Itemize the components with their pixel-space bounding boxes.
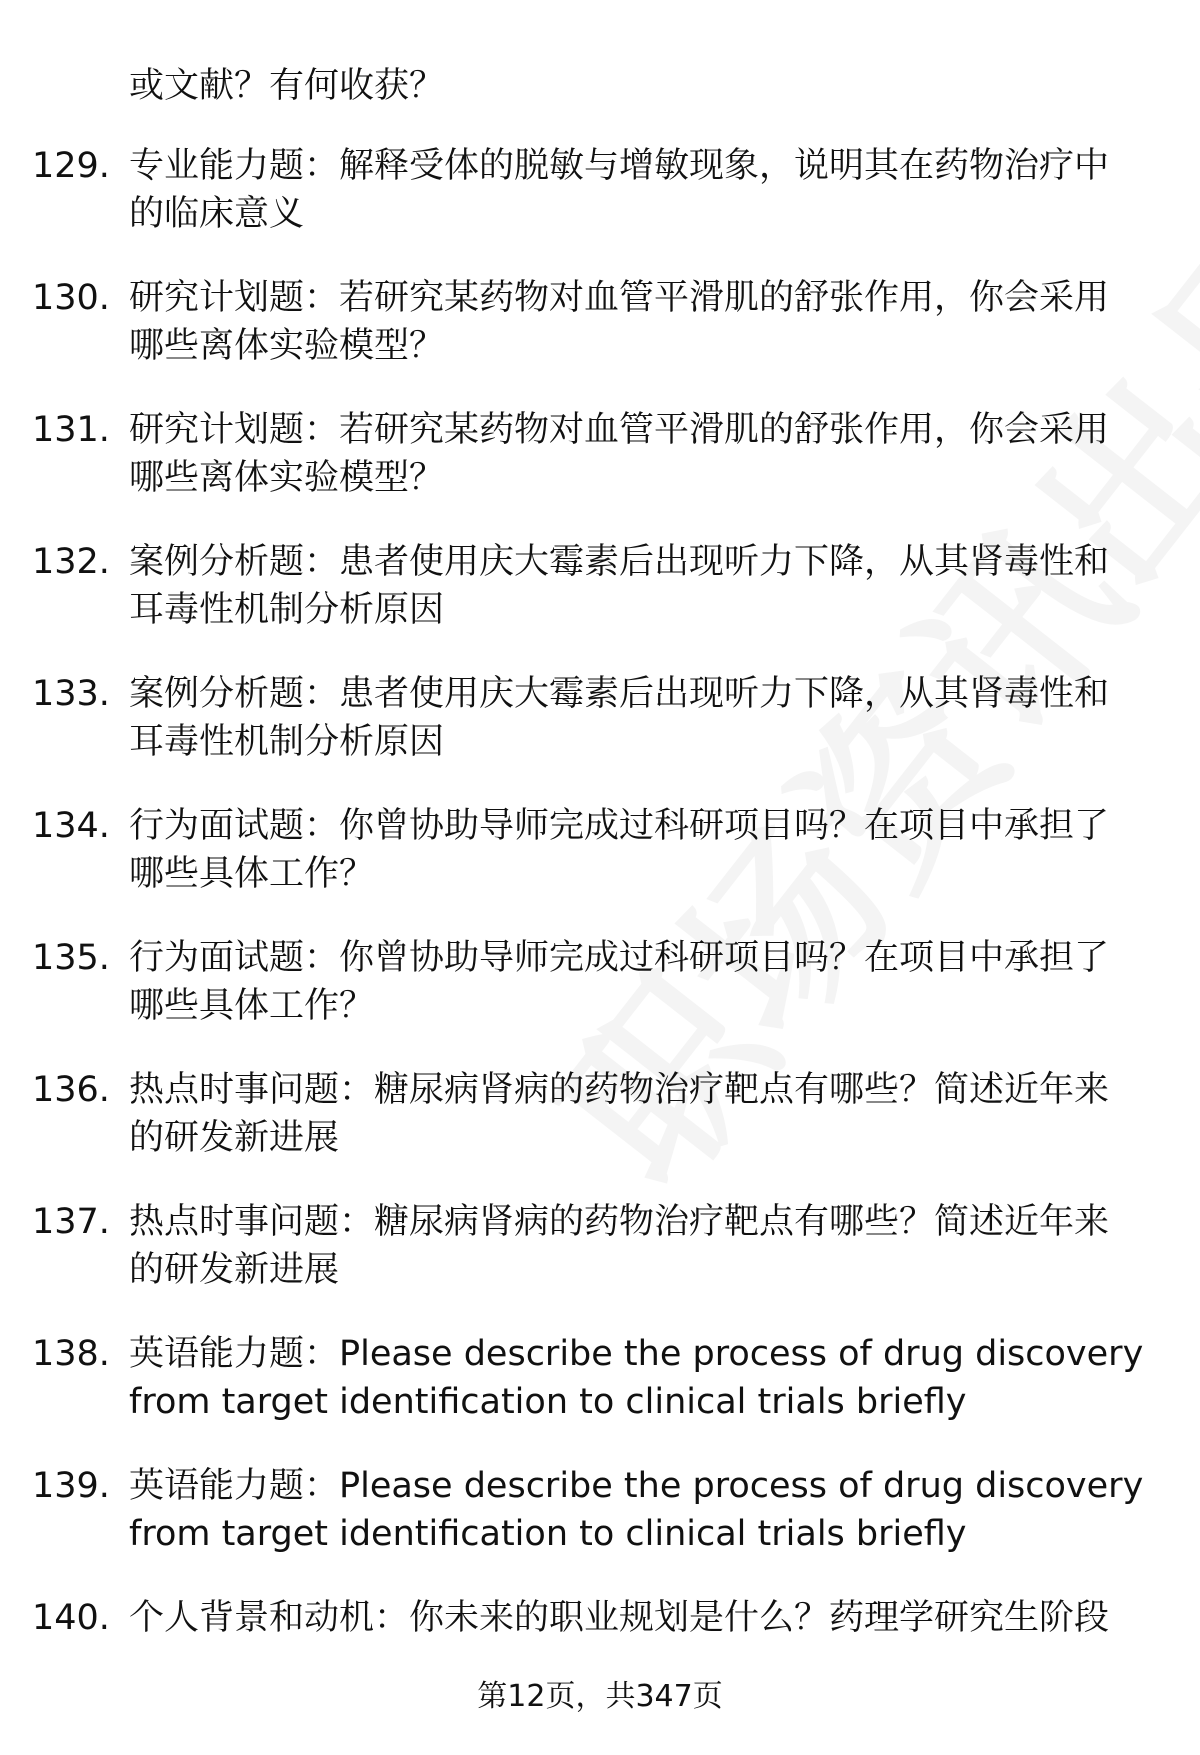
question-text-line: from target identification to clinical trials briefly — [129, 1514, 967, 1554]
question-number: 139. — [32, 1466, 110, 1506]
question-text — [129, 934, 1139, 1030]
continuation-text: 或文献？有何收获？ — [129, 66, 445, 106]
question-text — [129, 406, 1139, 502]
question-text-line: 哪些离体实验模型？ — [129, 326, 445, 366]
question-text-line: 研究计划题：若研究某药物对血管平滑肌的舒张作用，你会采用 — [129, 278, 1110, 318]
question-text-line: 热点时事问题：糖尿病肾病的药物治疗靶点有哪些？简述近年来 — [129, 1202, 1110, 1242]
question-item — [0, 1330, 1200, 1462]
question-text-line: 的临床意义 — [129, 194, 305, 234]
question-item — [0, 670, 1200, 802]
question-text-line: 案例分析题：患者使用庆大霉素后出现听力下降，从其肾毒性和 — [129, 542, 1110, 582]
question-text — [129, 1330, 1144, 1426]
question-text-line: 耳毒性机制分析原因 — [129, 722, 445, 762]
question-number: 133. — [32, 674, 110, 714]
question-text-line: from target identification to clinical trials briefly — [129, 1382, 967, 1422]
question-number: 135. — [32, 938, 110, 978]
question-text-line: 行为面试题：你曾协助导师完成过科研项目吗？在项目中承担了 — [129, 938, 1110, 978]
question-text — [129, 802, 1139, 898]
question-text — [129, 538, 1139, 634]
question-number: 130. — [32, 278, 110, 318]
question-item — [0, 538, 1200, 670]
question-number: 129. — [32, 146, 110, 186]
question-text — [129, 1462, 1144, 1558]
question-number: 136. — [32, 1070, 110, 1110]
question-item — [0, 1462, 1200, 1594]
question-text-line: 的研发新进展 — [129, 1118, 340, 1158]
question-text — [129, 1594, 1139, 1642]
question-text-line: 研究计划题：若研究某药物对血管平滑肌的舒张作用，你会采用 — [129, 410, 1110, 450]
question-text-line: 英语能力题：Please describe the process of drug discovery — [129, 1334, 1144, 1374]
question-number: 138. — [32, 1334, 110, 1374]
question-item — [0, 934, 1200, 1066]
question-text-line: 个人背景和动机：你未来的职业规划是什么？药理学研究生阶段 — [129, 1598, 1110, 1638]
question-text — [129, 670, 1139, 766]
question-text-line: 热点时事问题：糖尿病肾病的药物治疗靶点有哪些？简述近年来 — [129, 1070, 1110, 1110]
question-text-line: 哪些具体工作？ — [129, 986, 375, 1026]
question-item — [0, 1066, 1200, 1198]
question-text-line: 耳毒性机制分析原因 — [129, 590, 445, 630]
question-item — [0, 1198, 1200, 1330]
question-item — [0, 142, 1200, 274]
question-text-line: 行为面试题：你曾协助导师完成过科研项目吗？在项目中承担了 — [129, 806, 1110, 846]
question-text-line: 哪些离体实验模型？ — [129, 458, 445, 498]
question-text-line: 哪些具体工作？ — [129, 854, 375, 894]
question-number: 134. — [32, 806, 110, 846]
page-footer: 第12页，共347页 — [477, 1679, 723, 1714]
question-text — [129, 142, 1139, 238]
question-text-line: 专业能力题：解释受体的脱敏与增敏现象，说明其在药物治疗中 — [129, 146, 1110, 186]
question-text — [129, 274, 1139, 370]
question-text — [129, 1198, 1139, 1294]
question-number: 137. — [32, 1202, 110, 1242]
question-text-line: 英语能力题：Please describe the process of drug discovery — [129, 1466, 1144, 1506]
question-number: 131. — [32, 410, 110, 450]
question-item — [0, 802, 1200, 934]
question-number: 132. — [32, 542, 110, 582]
question-text-line: 案例分析题：患者使用庆大霉素后出现听力下降，从其肾毒性和 — [129, 674, 1110, 714]
question-number: 140. — [32, 1598, 110, 1638]
question-item — [0, 406, 1200, 538]
question-item — [0, 274, 1200, 406]
question-list — [0, 142, 1200, 1726]
question-text-line: 的研发新进展 — [129, 1250, 340, 1290]
question-text — [129, 1066, 1139, 1162]
